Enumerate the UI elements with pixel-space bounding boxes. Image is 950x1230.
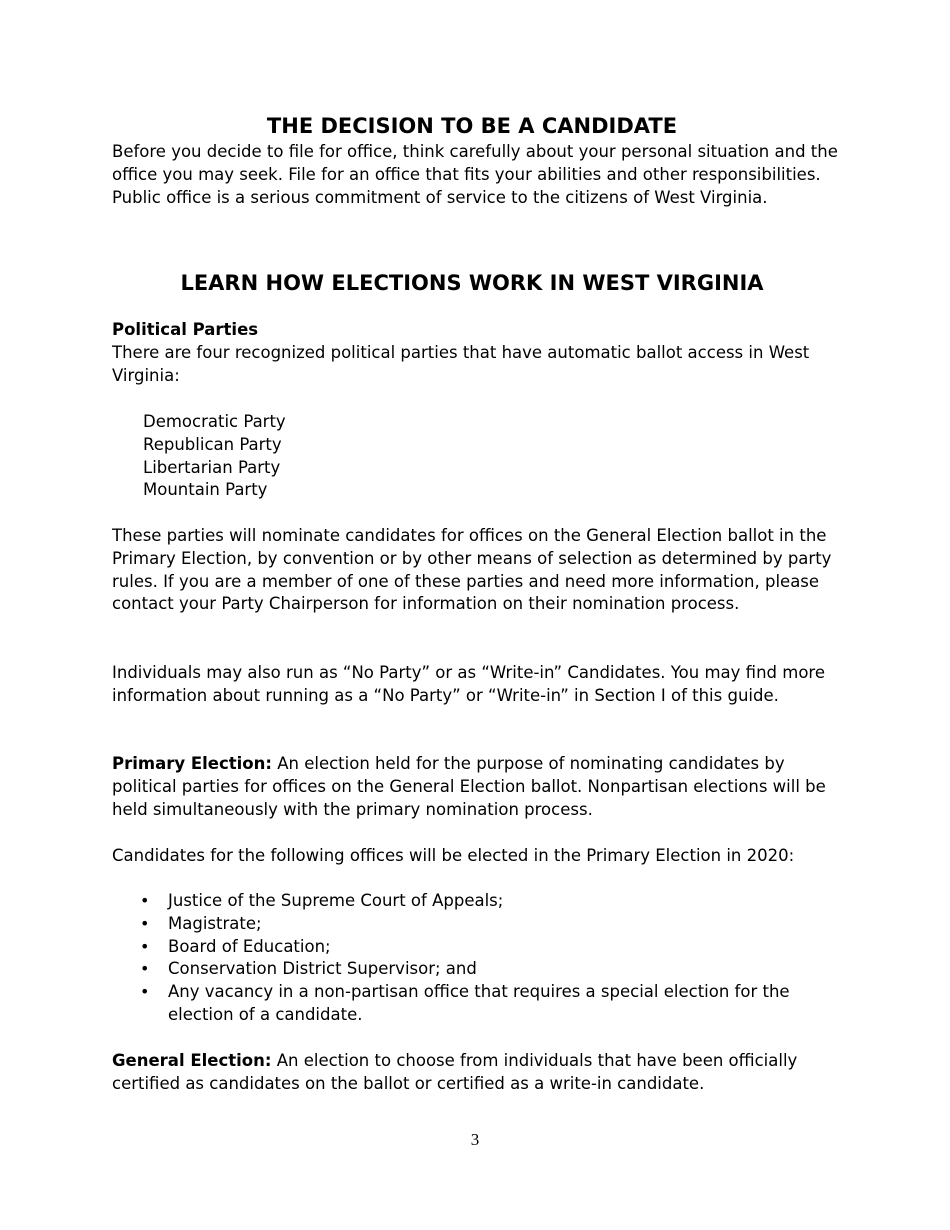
office-text: Conservation District Supervisor; and	[168, 959, 477, 979]
office-text: Magistrate;	[168, 913, 262, 933]
primary-election-definition: An election held for the purpose of nominating candidates by political parties for offices on the General Election ballot. Nonpartisan elections will be held simultaneously with the primary nomination process.	[112, 754, 826, 819]
nomination-paragraph: These parties will nominate candidates for offices on the General Election ballot in the Primary Election, by convention or by other means of selection as determined by party rules. If you are a member of one of these parties and need more information, please contact your Party Chairperson for information on their nomination process.	[112, 526, 832, 614]
party-item: Libertarian Party	[143, 457, 281, 477]
general-election-definition: An election to choose from individuals that have been officially certified as candidates on the ballot or certified as a write-in candidate.	[112, 1051, 798, 1093]
offices-list	[112, 890, 847, 1027]
general-election-term: General Election:	[112, 1051, 272, 1070]
office-text: Board of Education;	[168, 936, 331, 956]
heading-decision: THE DECISION TO BE A CANDIDATE	[266, 114, 678, 138]
primary-election-paragraph	[112, 753, 847, 821]
party-item: Democratic Party	[143, 412, 286, 431]
page-number: 3	[470, 1130, 480, 1149]
bullet: •	[140, 959, 150, 979]
heading-learn: LEARN HOW ELECTIONS WORK IN WEST VIRGINIA	[180, 271, 764, 295]
party-list	[143, 411, 286, 502]
office-item	[112, 936, 847, 959]
bullet: •	[140, 936, 150, 956]
office-text: Any vacancy in a non-partisan office that requires a special election for the election of a candidate.	[168, 982, 790, 1024]
party-item: Mountain Party	[143, 480, 268, 500]
decision-paragraph: Before you decide to file for office, think carefully about your personal situation and the office you may seek. File for an office that fits your abilities and other responsibilities. Public office is a serious commitment of service to the citizens of West Virginia.	[112, 142, 838, 207]
no-party-paragraph: Individuals may also run as “No Party” or as “Write-in” Candidates. You may find more information about running as a “No Party” or “Write-in” in Section I of this guide.	[112, 663, 825, 705]
primary-election-term: Primary Election:	[112, 754, 272, 773]
political-parties-intro: There are four recognized political parties that have automatic ballot access in West Virginia:	[112, 343, 810, 385]
bullet: •	[140, 891, 150, 910]
party-item: Republican Party	[143, 434, 282, 454]
general-election-paragraph	[112, 1050, 847, 1096]
office-text: Justice of the Supreme Court of Appeals;	[168, 891, 504, 910]
office-item	[112, 913, 847, 936]
bullet: •	[140, 913, 150, 933]
political-parties-subheading: Political Parties	[112, 320, 259, 339]
office-item	[112, 981, 847, 1027]
office-item	[112, 890, 847, 913]
bullet: •	[140, 982, 150, 1002]
office-item	[112, 958, 847, 981]
offices-intro: Candidates for the following offices will be elected in the Primary Election in 2020:	[112, 846, 795, 865]
